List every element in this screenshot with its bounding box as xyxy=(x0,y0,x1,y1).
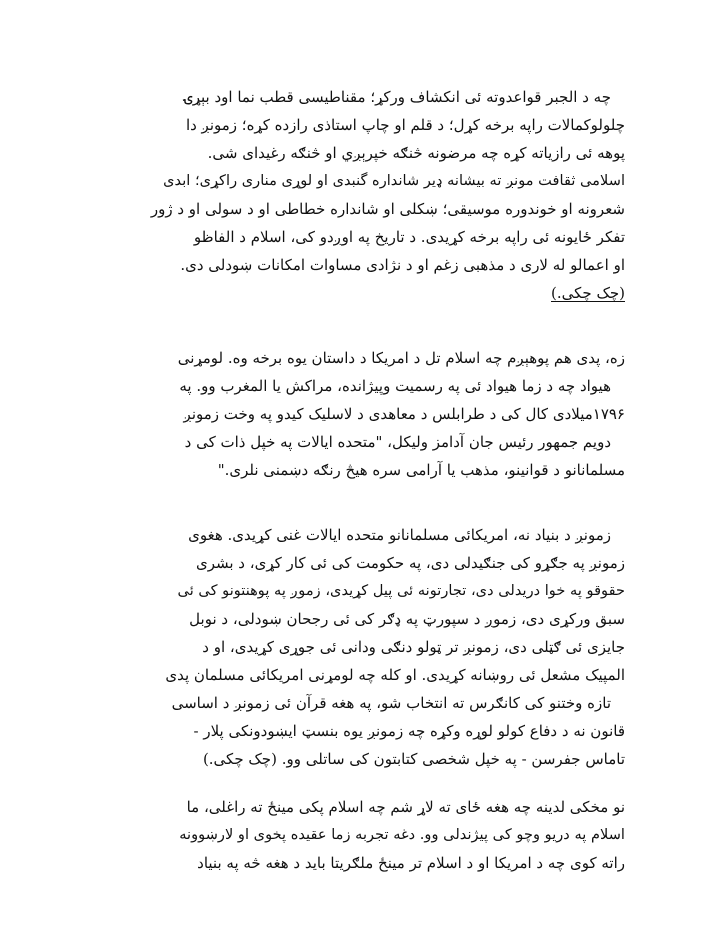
text-line: شعرونه او خوندوره موسیقی؛ ښکلی او شانداره خطاطی او د سولی او د ژور xyxy=(150,200,625,218)
text-line: او اعمالو له لاری د مذهبی زغم او د نژادی مساوات امکانات ښودلی دی. xyxy=(180,256,625,274)
text-line: هیواد چه د زما هیواد ئی په رسمیت وپیژانده، مراکش یا المغرب وو. په xyxy=(179,377,611,395)
text-line: چلولوکمالات راپه برخه کړل؛ د قلم او چاپ استاذی رازده کړه؛ زمونږ دا xyxy=(185,116,625,134)
text-line: جایزی ئی ګټلی دی، زمونږ تر ټولو دنګی ودانی ئی جوړی کړیدی، او د xyxy=(202,638,625,656)
text-line: تازه وختنو کی کانګرس ته انتخاب شو، په هغه قرآن ئی زمونږ د اساسی xyxy=(171,694,611,712)
text-line: دویم جمهور رئیس جان آدامز ولیکل، "متحده ایالات په خپل ذات کی د xyxy=(184,433,611,451)
text-line: قانون نه د دفاع کولو لوړه وکړه چه زمونږ یوه بنسټ ایښودونکی پلار - xyxy=(193,722,625,740)
text-line: المپیک مشعل ئی روښانه کړیدی. او کله چه لومړنی امریکائی مسلمان پدی xyxy=(165,666,625,684)
text-line: تاماس جفرسن - په خپل شخصی کتابتون کی ساتلی وو. (چک چکی.) xyxy=(202,750,625,768)
text-line: پوهه ئی رازیاته کړه چه مرضونه څنګه خپرېږي او څنګه رغیدای شی. xyxy=(207,144,625,162)
text-line: مسلمانانو د قوانینو، مذهب یا آرامی سره هیڅ رنګه دښمنی نلری." xyxy=(217,461,625,479)
text-line: چه د الجبر قواعدوته ئی انکشاف ورکړ؛ مقناطیسی قطب نما اود بېړۍ xyxy=(183,88,611,106)
text-line: تفکر ځایونه ئی راپه برخه کړیدی. د تاریخ په اوږدو کی، اسلام د الفاظو xyxy=(193,228,625,246)
text-line: نو مخکی لدینه چه هغه ځای ته لاړ شم چه اسلام پکی مینځ ته راغلی، ما xyxy=(186,798,625,816)
text-line: ۱۷۹۶میلادی کال کی د طرابلس د معاهدی د لاسلیک کیدو په وخت زمونږ xyxy=(183,405,625,423)
citation-text: (چک چکی.) xyxy=(551,284,625,302)
text-line: زه، پدی هم پوهېږم چه اسلام تل د امریکا د داستان یوه برخه وه. لومړنی xyxy=(177,349,625,367)
text-line: اسلامی ثقافت مونږ ته بیشانه ډیر شانداره گنبدی او لوړی مناری راکړی؛ ابدی xyxy=(163,172,625,189)
text-line: حقوقو په خوا دریدلی دی، تجارتونه ئی پیل کړیدی، زموږ په پوهنتونو کی ئی xyxy=(177,582,625,599)
text-line: اسلام په دریو وچو کی پیژندلی وو. دغه تجربه زما عقیده پخوی او لارښوونه xyxy=(179,826,625,843)
text-line: راته کوی چه د امریکا او د اسلام تر مینځ ملګریتا باید د هغه څه په بنیاد xyxy=(197,854,625,872)
text-line: زمونږ په جګړو کی جنګیدلی دی، په حکومت کی ئی کار کړی، د بشری xyxy=(195,554,625,572)
text-line: زمونږ د بنیاد نه، امریکائی مسلمانانو متحده ایالات غنی کړیدی. هغوی xyxy=(188,526,611,544)
text-line: سبق ورکړی دی، زموږ د سپورټ په ډګر کی ئی رجحان ښودلی، د نوبل xyxy=(189,610,625,628)
